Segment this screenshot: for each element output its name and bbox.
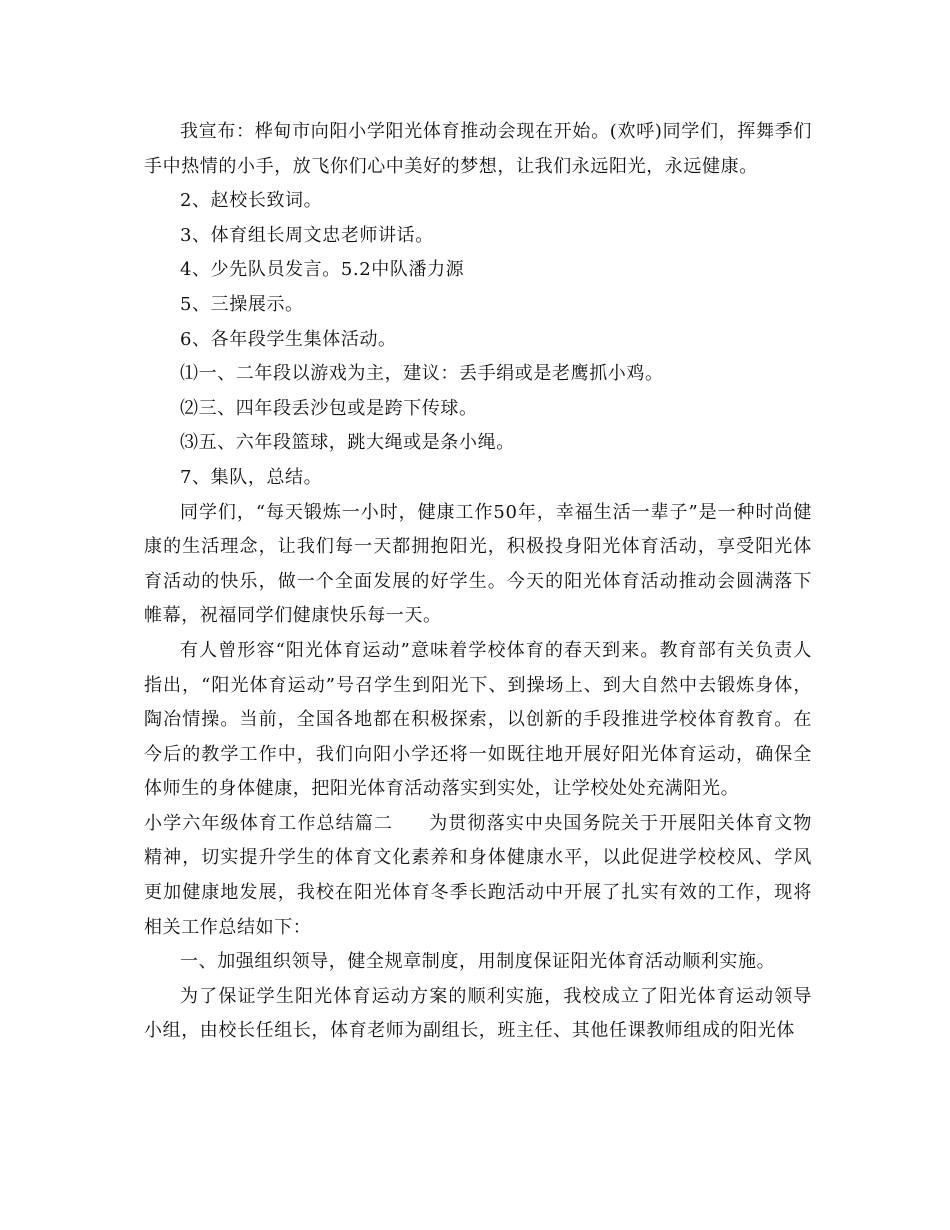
document-body	[144, 115, 812, 1049]
agenda-item-4: 4、少先队员发言。5.2中队潘力源	[180, 259, 465, 281]
agenda-subitem-2: ⑵三、四年段丢沙包或是跨下传球。	[180, 397, 478, 419]
agenda-item-6: 6、各年段学生集体活动。	[180, 328, 397, 350]
section-2-paragraph: 为了保证学生阳光体育运动方案的顺利实施，我校成立了阳光体育运动领导小组，由校长任组长，体育老师为副组长，班主任、其他任课教师组成的阳光体	[144, 985, 812, 1042]
paragraph-summary: 有人曾形容“阳光体育运动”意味着学校体育的春天到来。教育部有关负责人指出，“阳光体育运动”号召学生到阳光下、到操场上、到大自然中去锻炼身体，陶冶情操。当前，全国各地都在积极探索，以创新的手段推进学校体育教育。在今后的教学工作中，我们向阳小学还将一如既往地开展好阳光体育运动，确保全体师生的身体健康，把阳光体育活动落实到实处，让学校处处充满阳光。	[144, 639, 812, 800]
agenda-subitem-1: ⑴一、二年段以游戏为主，建议：丢手绢或是老鹰抓小鸡。	[180, 363, 664, 385]
section-2-point-1: 一、加强组织领导，健全规章制度，用制度保证阳光体育活动顺利实施。	[180, 951, 776, 973]
section-2-intro	[144, 807, 812, 945]
paragraph-announcement: 我宣布：桦甸市向阳小学阳光体育推动会现在开始。(欢呼)同学们，挥舞季们手中热情的小手，放飞你们心中美好的梦想，让我们永远阳光，永远健康。	[144, 121, 812, 177]
section-2-text: 为贯彻落实中央国务院关于开展阳关体育文物精神，切实提升学生的体育文化素养和身体健康水平，以此促进学校校风、学风更加健康地发展，我校在阳光体育冬季长跑活动中开展了扎实有效的工作，现将相关工作总结如下：	[144, 812, 812, 938]
section-2-heading: 小学六年级体育工作总结篇二	[144, 812, 394, 834]
agenda-item-2: 2、赵校长致词。	[180, 190, 323, 212]
agenda-subitem-3: ⑶五、六年段篮球，跳大绳或是条小绳。	[180, 432, 515, 454]
agenda-item-7: 7、集队，总结。	[180, 466, 323, 488]
agenda-item-5: 5、三操展示。	[180, 293, 304, 315]
agenda-item-3: 3、体育组长周文忠老师讲话。	[180, 224, 434, 246]
paragraph-closing: 同学们，“每天锻炼一小时，健康工作50年，幸福生活一辈子”是一种时尚健康的生活理念，让我们每一天都拥抱阳光，积极投身阳光体育活动，享受阳光体育活动的快乐，做一个全面发展的好学生。今天的阳光体育活动推动会圆满落下帷幕，祝福同学们健康快乐每一天。	[144, 501, 812, 627]
